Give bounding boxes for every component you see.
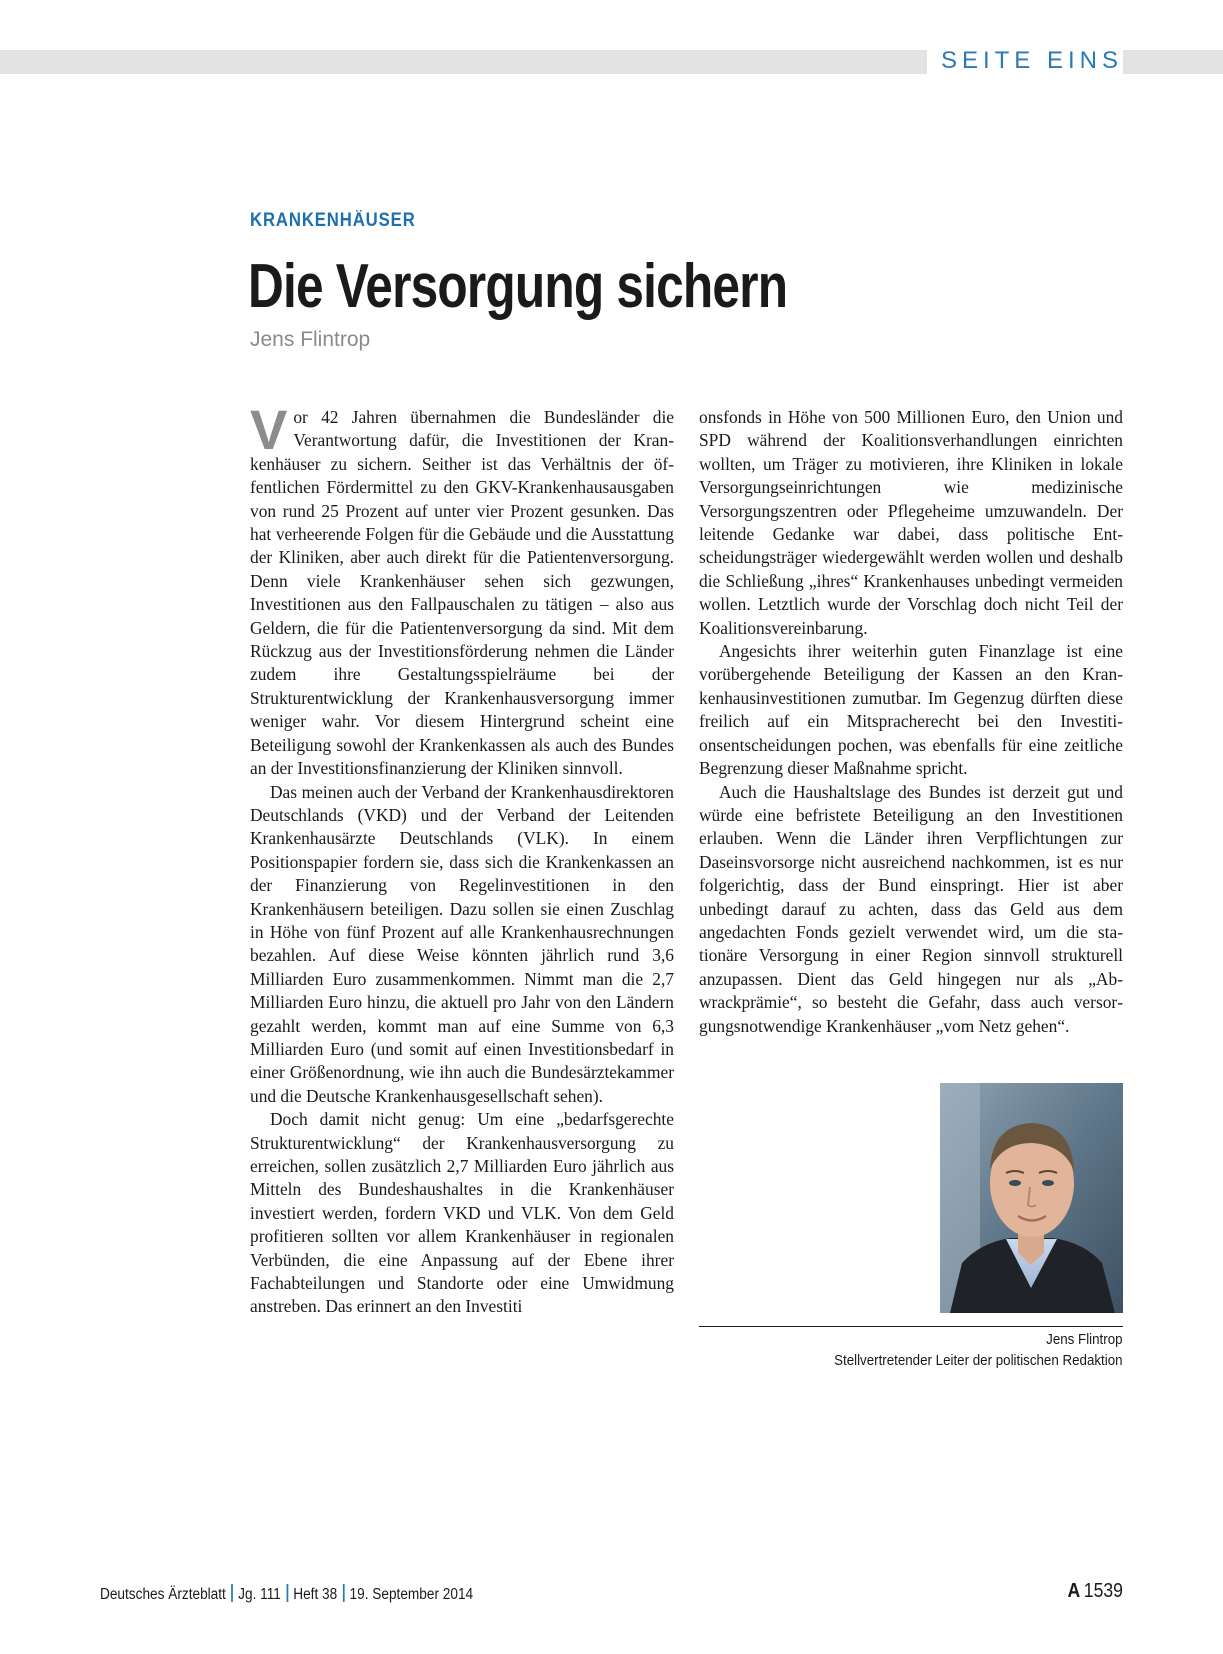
page-footer bbox=[100, 1584, 473, 1604]
article-paragraph: Auch die Haushaltslage des Bundes ist derzeit gut und würde eine befristete Beteiligung an den Investitionen erlauben. Wenn die Länder ihren Verpflichtungen zur Daseinsvorsorge nicht ausreichend nachkommen, ist es nur folgerichtig, dass der Bund einspringt. Hier ist aber unbedingt darauf zu achten, dass das Geld aus dem angedachten Fonds gezielt verwendet wird, um die stationäre Versorgung in einer Region sinnvoll strukturell anzupassen. Dient das Geld hingegen nur als „Abwrackprämie“, so besteht die Gefahr, dass auch versorgungsnotwendige Krankenhäuser „vom Netz gehen“. bbox=[699, 781, 1123, 1036]
journal-issue: Heft 38 bbox=[293, 1586, 338, 1603]
photo-caption bbox=[835, 1330, 1123, 1372]
section-label: SEITE EINS bbox=[927, 46, 1123, 76]
article-paragraph: Doch damit nicht genug: Um eine „bedarfsgerechte Strukturentwicklung“ der Krankenhausversorgung zu erreichen, sollen zusätzlich 2,7 Milliarden Euro jährlich aus Mitteln des Bundeshaushaltes in die Krankenhäuser investiert werden, fordern VKD und VLK. Von dem Geld profitieren sollten vor allem Krankenhäuser in regionalen Verbünden, die eine Anpassung auf der Ebene ihrer Fachabteilungen und Standorte oder eine Umwidmung anstreben. Das erinnert an den Investiti bbox=[250, 1109, 674, 1317]
article-paragraph: Angesichts ihrer weiterhin guten Finanzlage ist eine vorübergehende Beteiligung der Kassen an den Krankenhausinvestitionen zumutbar. Im Gegenzug dürften diese freilich auf ein Mitspracherecht bei den Investitionsentscheidungen pochen, was ebenfalls für eine zeitliche Begrenzung dieser Maßnahme spricht. bbox=[699, 641, 1123, 779]
caption-role: Stellvertretender Leiter der politischen Redaktion bbox=[834, 1353, 1123, 1369]
footer-separator bbox=[231, 1584, 233, 1602]
footer-separator bbox=[286, 1584, 288, 1602]
author-portrait-photo bbox=[940, 1083, 1123, 1313]
caption-rule bbox=[699, 1326, 1123, 1327]
article-paragraph: onsfonds in Höhe von 500 Millionen Euro, den Union und SPD während der Koalitionsverhandlungen einrichten wollten, um Träger zu motivieren, ihre Kliniken in lokale Versorgungseinrichtungen wie medizinische Versorgungszentren oder Pflegeheime umzuwandeln. Der leitende Gedanke war dabei, dass politische Entscheidungsträger wiedergewählt werden wollen und deshalb die Schließung „ihres“ Krankenhauses unbedingt vermeiden wollen. Letztlich wurde der Vorschlag doch nicht Teil der Koalitionsvereinbarung. bbox=[699, 407, 1123, 638]
article-author: Jens Flintrop bbox=[250, 328, 371, 351]
page-number bbox=[1068, 1580, 1123, 1603]
article-column-right bbox=[699, 406, 1123, 1038]
journal-volume: Jg. 111 bbox=[238, 1586, 281, 1603]
page-number-value: 1539 bbox=[1083, 1580, 1123, 1602]
footer-separator bbox=[342, 1584, 344, 1602]
journal-name: Deutsches Ärzteblatt bbox=[100, 1586, 226, 1603]
portrait-icon bbox=[940, 1083, 1123, 1313]
article-lead-text: or 42 Jahren übernahmen die Bundesländer die Verantwortung dafür, die Investitionen der Krankenhäuser zu sichern. Seither ist das Verhältnis der öffentlichen Fördermittel zu den GKV-Krankenhausausgaben von rund 25 Prozent auf unter vier Prozent gesunken. Das hat verheerende Folgen für die Gebäude und die Ausstattung der Kliniken, aber auch direkt für die Patientenversorgung. Denn viele Krankenhäuser sehen sich gezwungen, Investitionen aus den Fallpauschalen zu tätigen – also aus Geldern, die für die Patientenversorgung da sind. Mit dem Rückzug aus der Investitionsförderung nehmen die Länder zudem ihre Gestaltungsspielräume bei der Strukturentwicklung der Krankenhausversorgung immer weniger wahr. Vor diesem Hintergrund scheint eine Beteiligung sowohl der Krankenkassen als auch des Bundes an der Investitionsfinanzierung der Kliniken sinnvoll. bbox=[250, 407, 674, 779]
article-paragraph bbox=[250, 398, 674, 781]
drop-cap: V bbox=[250, 398, 288, 461]
caption-name: Jens Flintrop bbox=[1046, 1332, 1123, 1348]
article-title: Die Versorgung sichern bbox=[248, 252, 788, 321]
page-prefix: A bbox=[1067, 1580, 1081, 1602]
article-paragraph: Das meinen auch der Verband der Krankenhausdirektoren Deutschlands (VKD) und der Verband der Leitenden Krankenhausärzte Deutschlands (VLK). In einem Positionspapier fordern sie, dass sich die Krankenkassen an der Finanzierung von Regelinvestitionen in den Krankenhäusern beteiligen. Dazu sollen sie einen Zuschlag in Höhe von fünf Prozent auf alle Krankenhausrechnungen bezahlen. Auf diese Weise könnten jährlich rund 3,6 Milliarden Euro zusammenkommen. Nimmt man die 2,7 Milliarden Euro hinzu, die aktuell pro Jahr von den Ländern gezahlt werden, kommt man auf eine Summe von 6,3 Milliarden Euro (und somit auf einen Investitionsbedarf in einer Größenordnung, wie ihn auch die Bundesärztekammer und die Deutsche Krankenhausgesellschaft sehen). bbox=[250, 781, 674, 1106]
article-kicker: KRANKENHÄUSER bbox=[250, 210, 416, 231]
issue-date: 19. September 2014 bbox=[349, 1586, 474, 1603]
article-column-left bbox=[250, 398, 674, 1319]
